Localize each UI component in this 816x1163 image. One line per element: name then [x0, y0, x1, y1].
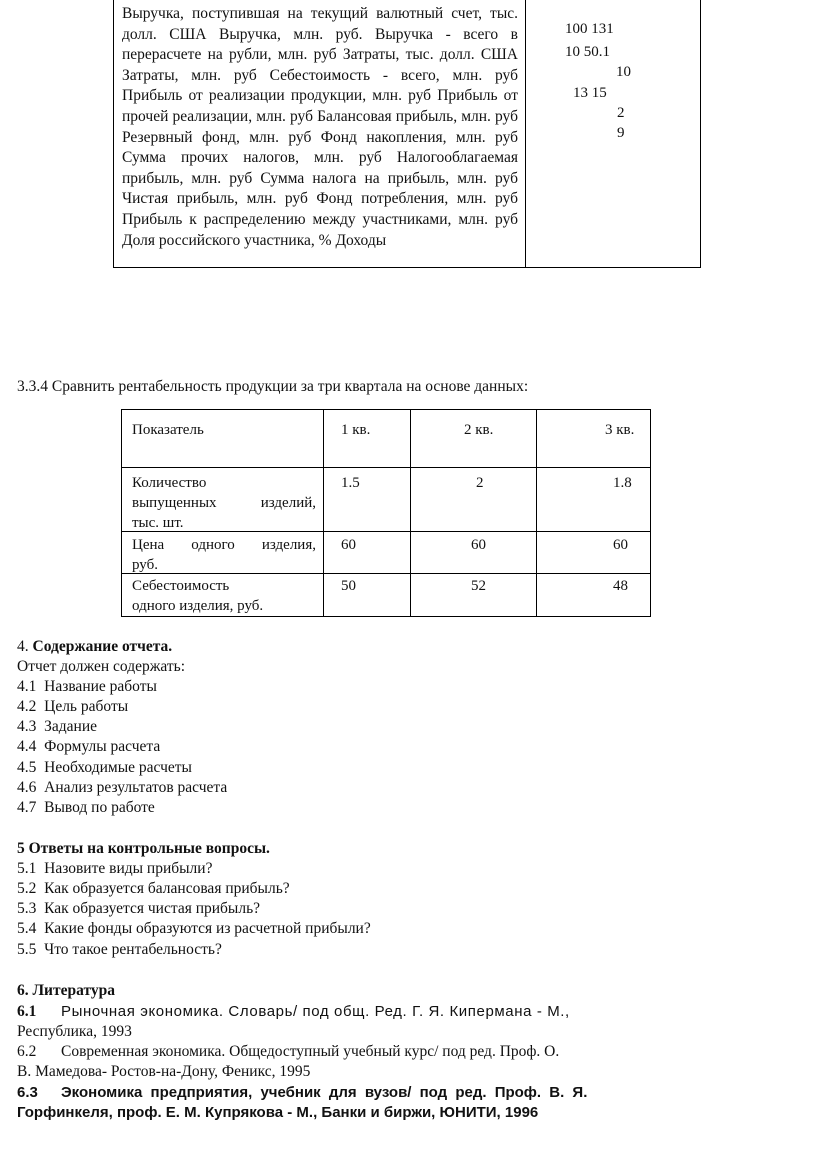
- table-cell: 2: [476, 475, 484, 491]
- list-item: 4.4 Формулы расчета: [17, 738, 161, 755]
- row-label: тыс. шт.: [132, 515, 184, 531]
- quarter-table: [121, 409, 651, 617]
- reference-item: [17, 1083, 588, 1103]
- reference-text: Рыночная экономика. Словарь/ под общ. Ред. Г. Я. Кипермана - М.,: [61, 1003, 570, 1020]
- top-table-value: 9: [617, 125, 625, 141]
- row-label: Цена одного изделия,: [132, 537, 316, 553]
- table-header: 3 кв.: [605, 422, 635, 438]
- section-6-title: 6. Литература: [17, 982, 115, 999]
- table-cell: 60: [613, 537, 628, 553]
- table-cell: 50: [341, 578, 356, 594]
- section-4-heading: [17, 637, 172, 657]
- top-table-value: 100 131: [565, 21, 614, 37]
- task-heading: 3.3.4 Сравнить рентабельность продукции за три квартала на основе данных:: [17, 378, 529, 395]
- table-cell: 48: [613, 578, 628, 594]
- table-divider: [122, 531, 650, 532]
- table-cell: 1.5: [341, 475, 360, 491]
- table-cell: 60: [471, 537, 486, 553]
- list-item: 4.7 Вывод по работе: [17, 799, 155, 816]
- row-label: Количество: [132, 475, 207, 491]
- section-6-heading: [17, 981, 115, 1001]
- section-4-number: 4.: [17, 638, 29, 655]
- table-divider: [323, 410, 324, 616]
- table-divider: [410, 410, 411, 616]
- row-label: руб.: [132, 557, 158, 573]
- list-item: 5.4 Какие фонды образуются из расчетной прибыли?: [17, 920, 371, 937]
- list-item: 4.3 Задание: [17, 718, 98, 735]
- list-item: 5.2 Как образуется балансовая прибыль?: [17, 880, 290, 897]
- list-item: 5.3 Как образуется чистая прибыль?: [17, 900, 261, 917]
- section-5-title: 5 Ответы на контрольные вопросы.: [17, 840, 270, 857]
- reference-item: [17, 1103, 538, 1123]
- row-label: выпущенных изделий,: [132, 495, 316, 511]
- reference-text: Республика, 1993: [17, 1023, 132, 1040]
- list-item: 4.6 Анализ результатов расчета: [17, 779, 228, 796]
- list-item: 4.1 Название работы: [17, 678, 157, 695]
- reference-text: Современная экономика. Общедоступный учебный курс/ под ред. Проф. О.: [61, 1043, 560, 1060]
- top-table-value: 10 50.1: [565, 44, 610, 60]
- row-label: Себестоимость: [132, 578, 230, 594]
- top-table: [113, 0, 701, 268]
- table-cell: 1.8: [613, 475, 632, 491]
- section-4-intro: Отчет должен содержать:: [17, 658, 186, 675]
- table-divider: [122, 467, 650, 468]
- table-divider: [536, 410, 537, 616]
- top-table-description-cell: [114, 0, 526, 268]
- reference-text: Горфинкеля, проф. Е. М. Купрякова - М., Банки и биржи, ЮНИТИ, 1996: [17, 1104, 539, 1121]
- top-table-value: 10: [616, 64, 631, 80]
- list-item: 4.5 Необходимые расчеты: [17, 759, 192, 776]
- list-item: 4.2 Цель работы: [17, 698, 129, 715]
- table-header: 2 кв.: [464, 422, 494, 438]
- table-cell: 60: [341, 537, 356, 553]
- top-table-value: 2: [617, 105, 625, 121]
- reference-number: 6.1: [17, 1003, 37, 1020]
- reference-text: Экономика предприятия, учебник для вузов/ под ред. Проф. В. Я.: [61, 1084, 588, 1101]
- section-4-title: Содержание отчета.: [32, 638, 173, 655]
- list-item: 5.5 Что такое рентабельность?: [17, 941, 222, 958]
- top-table-description: Выручка, поступившая на текущий валютный счет, тыс. долл. США Выручка, млн. руб. Выручка - всего в перерасчете на рубли, млн. руб Затраты, тыс. долл. США Затраты, млн. руб Себестоимость - всего, млн. руб Прибыль от реализации продукции, млн. руб Прибыль от прочей реализации, млн. руб Балансовая прибыль, млн. руб Резервный фонд, млн. руб Фонд накопления, млн. руб Сумма прочих налогов, млн. руб Налогооблагаемая прибыль, млн. руб Сумма налога на прибыль, млн. руб Чистая прибыль, млн. руб Фонд потребления, млн. руб Прибыль к распределению между участниками, млн. руб Доля российского участника, % Доходы: [122, 5, 518, 249]
- reference-item: [17, 1002, 570, 1022]
- reference-number: 6.2: [17, 1043, 37, 1060]
- table-cell: 52: [471, 578, 486, 594]
- top-table-value: 13 15: [573, 85, 607, 101]
- table-header: Показатель: [132, 422, 204, 438]
- section-5-heading: [17, 839, 270, 859]
- list-item: 5.1 Назовите виды прибыли?: [17, 860, 213, 877]
- reference-number: 6.3: [17, 1084, 38, 1101]
- row-label: одного изделия, руб.: [132, 598, 264, 614]
- table-divider: [122, 573, 650, 574]
- reference-item: [17, 1042, 560, 1062]
- reference-text: В. Мамедова- Ростов-на-Дону, Феникс, 1995: [17, 1063, 311, 1080]
- table-header: 1 кв.: [341, 422, 371, 438]
